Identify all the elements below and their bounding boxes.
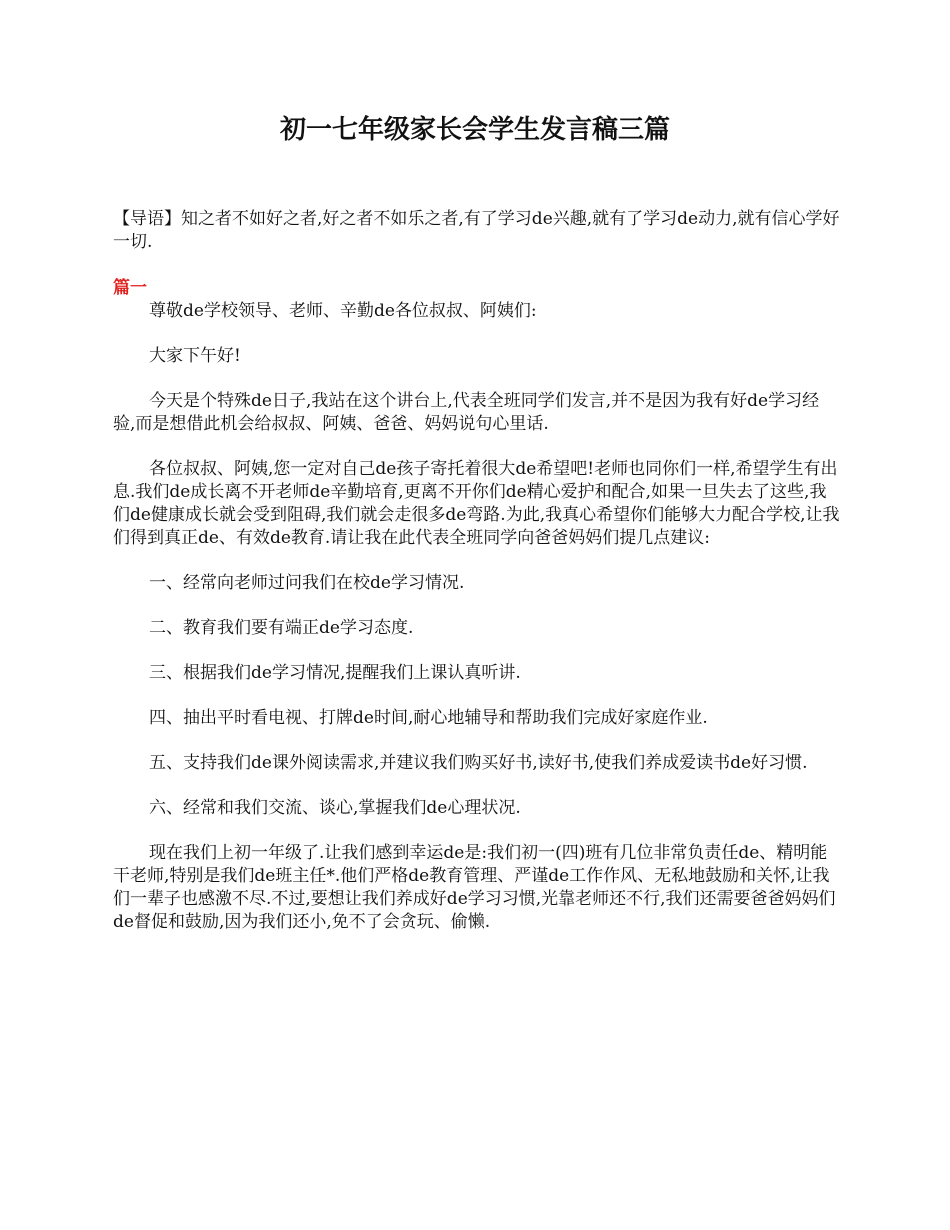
list-item: 四、抽出平时看电视、打牌de时间,耐心地辅导和帮助我们完成好家庭作业. [149,708,708,728]
page-title: 初一七年级家长会学生发言稿三篇 [279,115,670,145]
body-paragraph: 现在我们上初一年级了.让我们感到幸运de是:我们初一(四)班有几位非常负责任de、精明能干老师,特别是我们de班主任*.他们严格de教育管理、严谨de工作作风、无私地鼓励和关怀,让我们一辈子也感激不尽.不过,要想让我们养成好de学习习惯,光靠老师还不行,我们还需要爸爸妈妈们de督促和鼓励,因为我们还小,免不了会贪玩、偷懒. [113,843,836,932]
body-paragraph: 今天是个特殊de日子,我站在这个讲台上,代表全班同学们发言,并不是因为我有好de学习经验,而是想借此机会给叔叔、阿姨、爸爸、妈妈说句心里话. [113,391,820,434]
body-paragraph: 大家下午好! [149,346,241,366]
list-item: 一、经常向老师过问我们在校de学习情况. [149,573,465,593]
intro-paragraph: 【导语】知之者不如好之者,好之者不如乐之者,有了学习de兴趣,就有了学习de动力,就有信心学好一切. [113,209,840,252]
list-item: 五、支持我们de课外阅读需求,并建议我们购买好书,读好书,使我们养成爱读书de好习惯. [149,753,808,773]
list-item: 六、经常和我们交流、谈心,掌握我们de心理状况. [149,798,521,818]
document-body [113,208,840,956]
list-item: 二、教育我们要有端正de学习态度. [149,618,414,638]
body-paragraph: 尊敬de学校领导、老师、辛勤de各位叔叔、阿姨们: [149,301,537,321]
section-heading: 篇一 [113,278,147,298]
body-paragraph: 各位叔叔、阿姨,您一定对自己de孩子寄托着很大de希望吧!老师也同你们一样,希望学生有出息.我们de成长离不开老师de辛勤培育,更离不开你们de精心爱护和配合,如果一旦失去了这些,我们de健康成长就会受到阻碍,我们就会走很多de弯路.为此,我真心希望你们能够大力配合学校,让我们得到真正de、有效de教育.请让我在此代表全班同学向爸爸妈妈们提几点建议: [113,459,840,548]
list-item: 三、根据我们de学习情况,提醒我们上课认真听讲. [149,663,521,683]
